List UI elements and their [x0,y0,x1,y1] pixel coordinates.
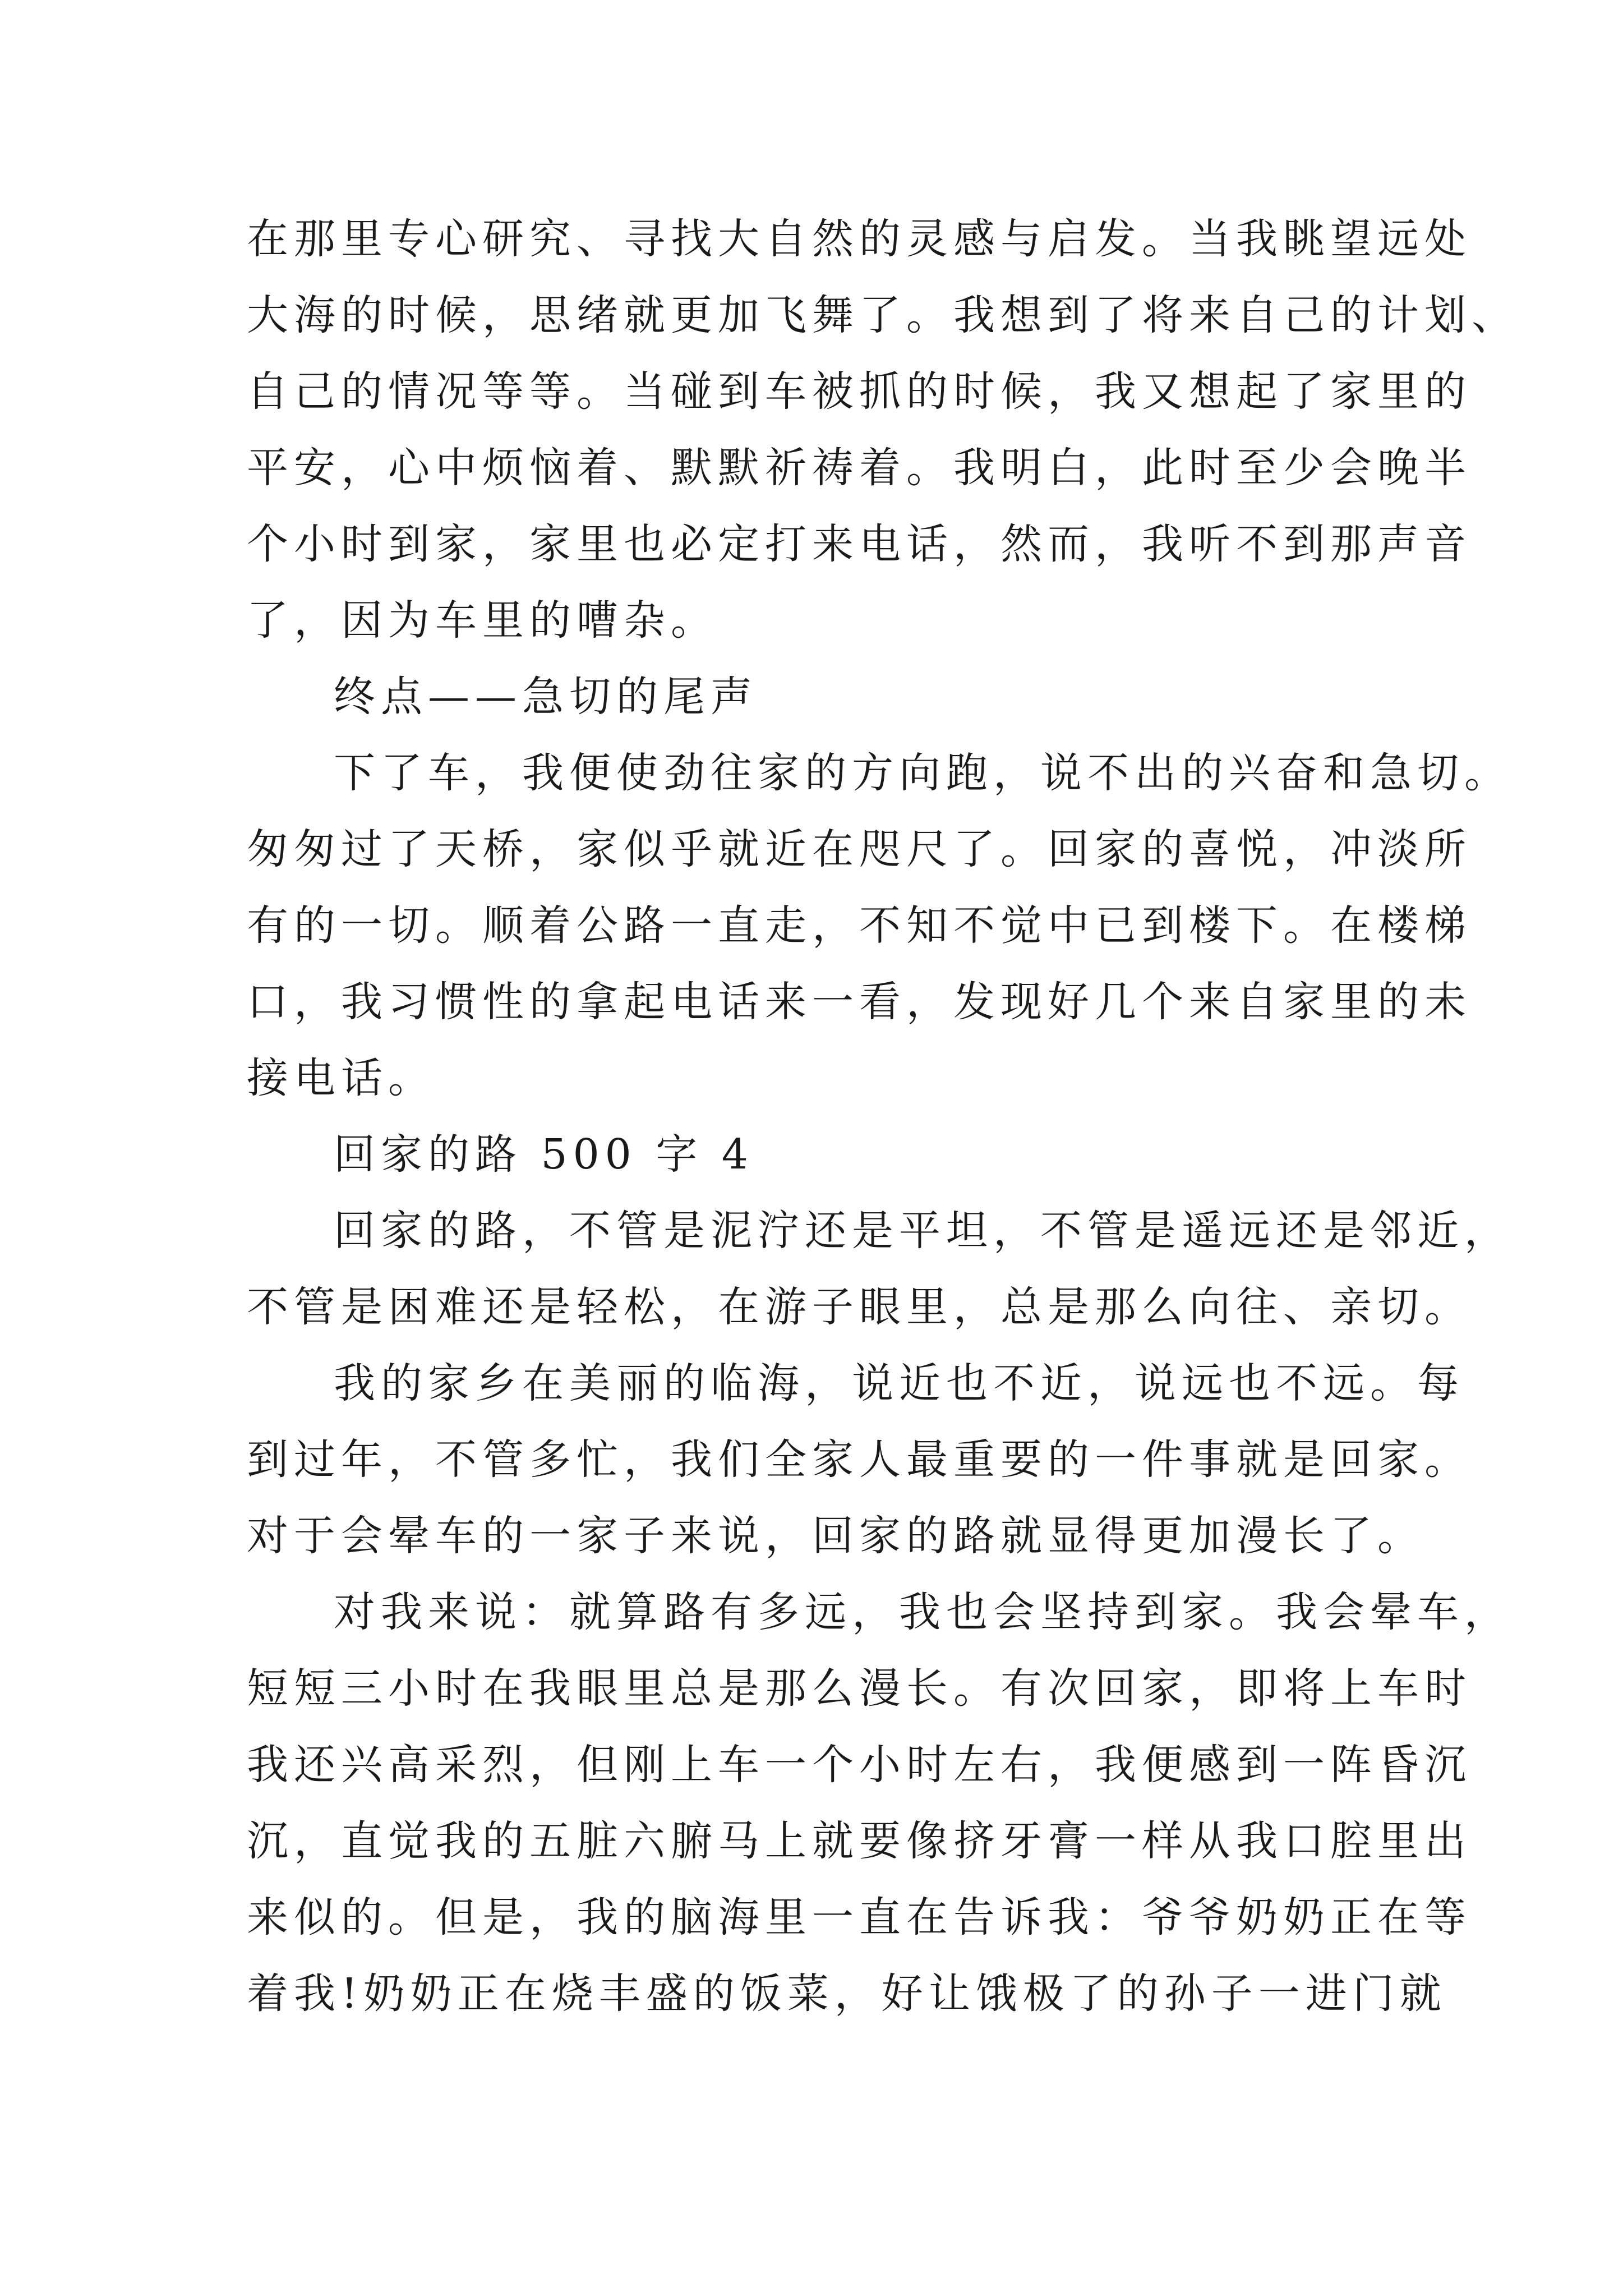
text-line: 沉，直觉我的五脏六腑马上就要像挤牙膏一样从我口腔里出 [247,1817,1472,1865]
text-line: 有的一切。顺着公路一直走，不知不觉中已到楼下。在楼梯 [247,901,1472,950]
section-heading: 终点——急切的尾声 [334,673,758,721]
text-line: 到过年，不管多忙，我们全家人最重要的一件事就是回家。 [247,1435,1472,1484]
text-line: 大海的时候，思绪就更加飞舞了。我想到了将来自己的计划、 [247,291,1519,339]
text-line: 个小时到家，家里也必定打来电话，然而，我听不到那声音 [247,520,1472,568]
text-line: 接电话。 [247,1054,435,1102]
text-line: 自己的情况等等。当碰到车被抓的时候，我又想起了家里的 [247,367,1472,416]
text-line: 回家的路，不管是泥泞还是平坦，不管是遥远还是邻近， [334,1207,1511,1255]
text-line: 短短三小时在我眼里总是那么漫长。有次回家，即将上车时 [247,1664,1472,1713]
text-line: 下了车，我便使劲往家的方向跑，说不出的兴奋和急切。 [334,749,1511,797]
text-line: 来似的。但是，我的脑海里一直在告诉我：爷爷奶奶正在等 [247,1893,1472,1941]
text-line: 对我来说：就算路有多远，我也会坚持到家。我会晕车， [334,1588,1511,1636]
text-line: 对于会晕车的一家子来说，回家的路就显得更加漫长了。 [247,1512,1424,1560]
text-line: 在那里专心研究、寻找大自然的灵感与启发。当我眺望远处 [247,215,1472,263]
text-line: 口，我习惯性的拿起电话来一看，发现好几个来自家里的未 [247,978,1472,1026]
text-line: 我的家乡在美丽的临海，说近也不近，说远也不远。每 [334,1359,1464,1407]
text-line: 不管是困难还是轻松，在游子眼里，总是那么向往、亲切。 [247,1283,1472,1331]
text-line: 着我!奶奶正在烧丰盛的饭菜，好让饿极了的孙子一进门就 [247,1970,1447,2018]
text-line: 我还兴高采烈，但刚上车一个小时左右，我便感到一阵昏沉 [247,1741,1472,1789]
text-line: 匆匆过了天桥，家似乎就近在咫尺了。回家的喜悦，冲淡所 [247,825,1472,873]
text-line: 了，因为车里的嘈杂。 [247,596,718,645]
text-line: 平安，心中烦恼着、默默祈祷着。我明白，此时至少会晚半 [247,444,1472,492]
section-heading: 回家的路 500 字 4 [334,1130,754,1179]
